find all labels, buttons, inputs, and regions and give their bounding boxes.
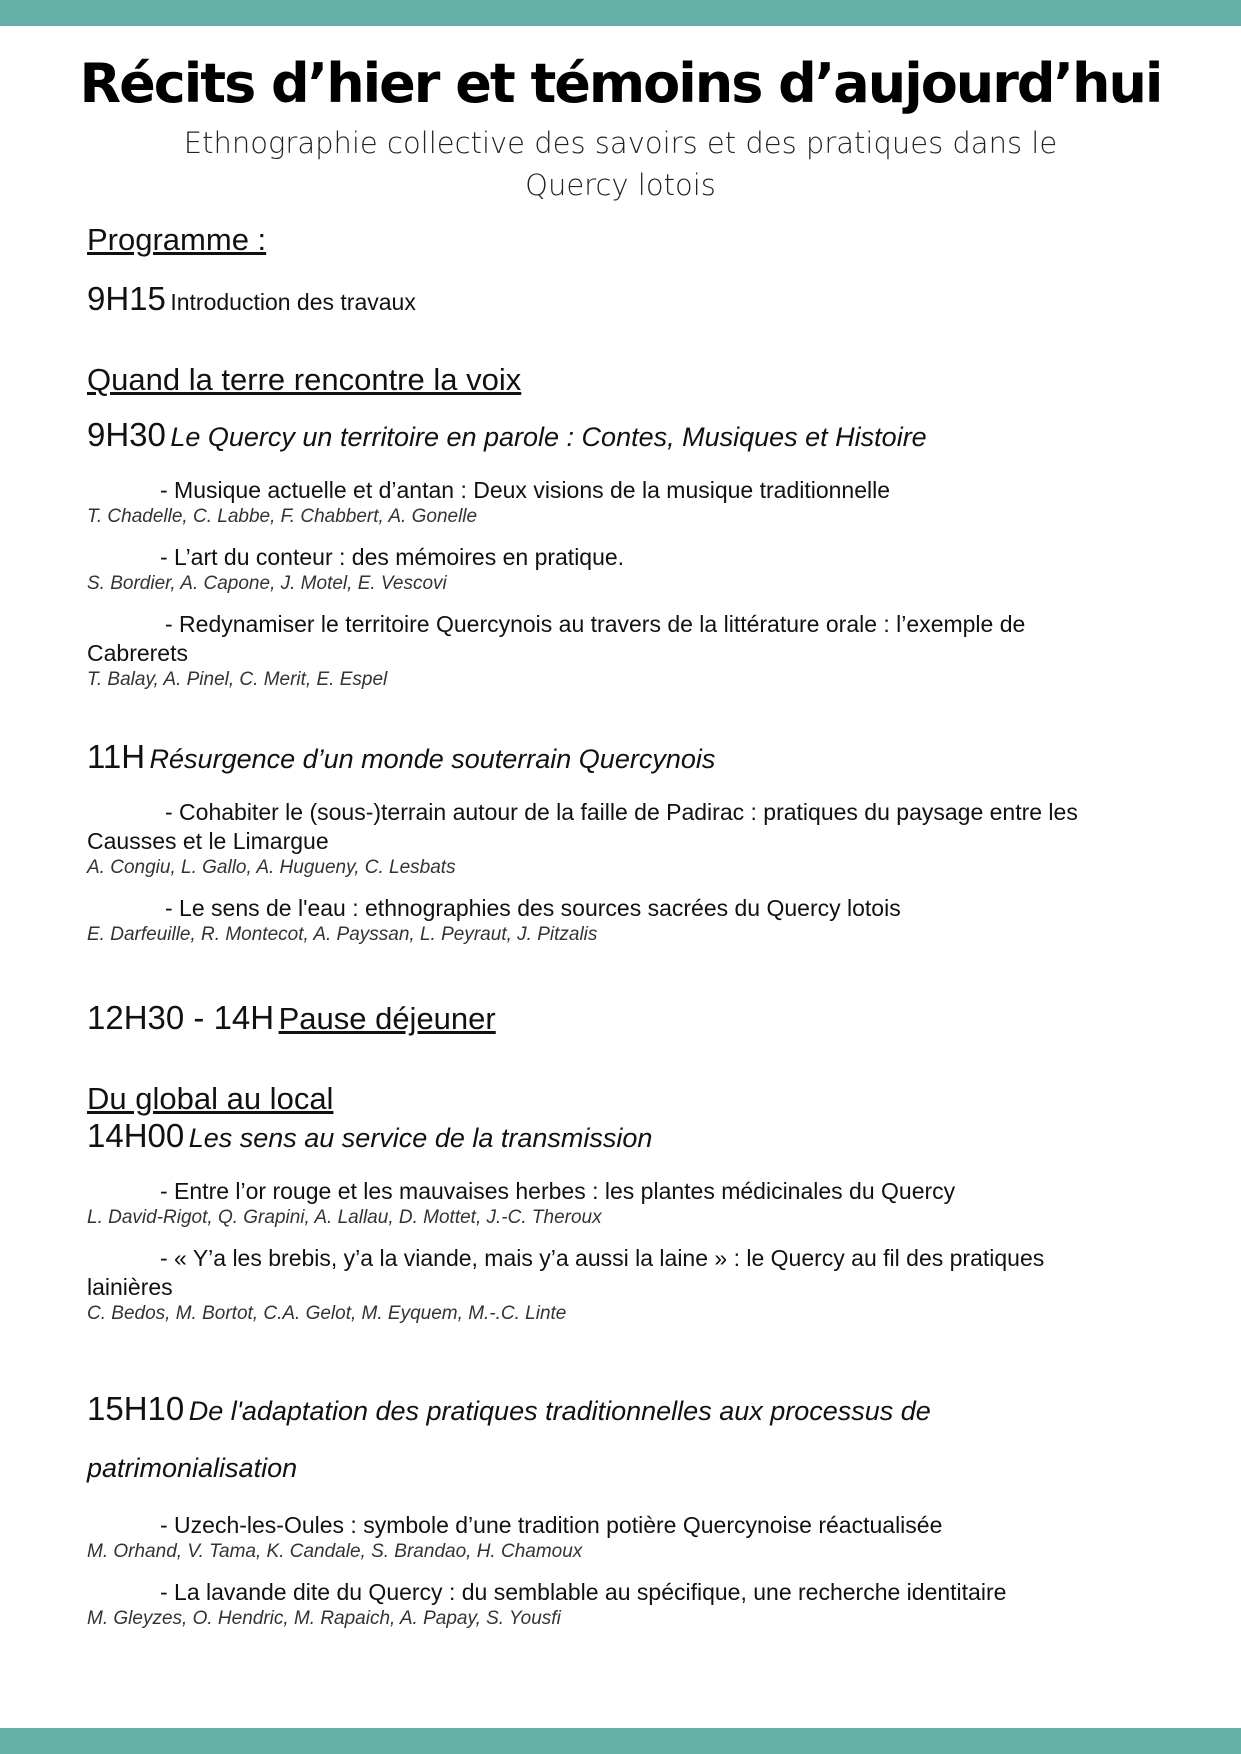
session-title: Les sens au service de la transmission: [188, 1123, 653, 1153]
pause-line: [87, 999, 1167, 1037]
session-3: [87, 1117, 1167, 1155]
talk-title: - L’art du conteur : des mémoires en pratique.: [160, 544, 625, 570]
page-subtitle: Ethnographie collective des savoirs et des pratiques dans le Quercy lotois: [183, 126, 1058, 202]
talk-list: [87, 476, 1167, 692]
session-title: Résurgence d’un monde souterrain Quercynois: [149, 744, 716, 774]
programme-heading: Programme :: [87, 222, 267, 257]
session-4: [87, 1382, 1047, 1499]
talk-item: [87, 476, 1167, 529]
talk-item: [87, 610, 1167, 692]
session-title: Le Quercy un territoire en parole : Contes, Musiques et Histoire: [170, 422, 927, 452]
session-time: 9H30: [87, 416, 166, 453]
talk-authors: T. Chadelle, C. Labbe, F. Chabbert, A. Gonelle: [87, 506, 478, 527]
pause-time: 12H30 - 14H: [87, 999, 275, 1036]
talk-title: - Redynamiser le territoire Quercynois au travers de la littérature orale : l’exemple de Cabrerets: [87, 611, 1026, 666]
programme: [87, 220, 1167, 1631]
section-heading-2: Du global au local: [87, 1081, 334, 1116]
talk-title: - La lavande dite du Quercy : du semblable au spécifique, une recherche identitaire: [160, 1579, 1007, 1605]
talk-item: [87, 798, 1167, 880]
talk-authors: M. Gleyzes, O. Hendric, M. Rapaich, A. Papay, S. Yousfi: [87, 1608, 561, 1629]
talk-item: [87, 894, 1167, 947]
session-time: 14H00: [87, 1117, 185, 1154]
talk-title: - Entre l’or rouge et les mauvaises herbes : les plantes médicinales du Quercy: [160, 1178, 956, 1204]
bottom-accent-bar: [0, 1728, 1241, 1754]
session-2: [87, 738, 1167, 776]
talk-authors: M. Orhand, V. Tama, K. Candale, S. Brandao, H. Chamoux: [87, 1541, 583, 1562]
pause-label: Pause déjeuner: [278, 1001, 496, 1036]
talk-list: [87, 1177, 1167, 1326]
section-heading-1: Quand la terre rencontre la voix: [87, 362, 522, 397]
talk-authors: E. Darfeuille, R. Montecot, A. Payssan, L. Peyraut, J. Pitzalis: [87, 924, 598, 945]
talk-item: [87, 1578, 1167, 1631]
session-title: De l'adaptation des pratiques traditionnelles aux processus de patrimonialisation: [87, 1396, 931, 1483]
talk-list: [87, 798, 1167, 947]
talk-title: - Le sens de l'eau : ethnographies des sources sacrées du Quercy lotois: [165, 895, 901, 921]
page-header: [0, 46, 1241, 206]
page-title: Récits d’hier et témoins d’aujourd’hui: [79, 52, 1162, 115]
talk-item: [87, 543, 1167, 596]
talk-authors: S. Bordier, A. Capone, J. Motel, E. Vescovi: [87, 573, 447, 594]
talk-title: - Cohabiter le (sous-)terrain autour de la faille de Padirac : pratiques du paysage entre les Causses et le Limargue: [87, 799, 1078, 854]
intro-text: Introduction des travaux: [170, 289, 416, 315]
talk-list: [87, 1511, 1167, 1631]
intro-line: [87, 280, 1167, 318]
intro-time: 9H15: [87, 280, 166, 317]
talk-title: - Uzech-les-Oules : symbole d’une tradition potière Quercynoise réactualisée: [160, 1512, 943, 1538]
talk-authors: C. Bedos, M. Bortot, C.A. Gelot, M. Eyquem, M.-.C. Linte: [87, 1303, 567, 1324]
talk-authors: L. David-Rigot, Q. Grapini, A. Lallau, D. Mottet, J.-C. Theroux: [87, 1207, 602, 1228]
talk-title: - « Y’a les brebis, y’a la viande, mais y’a aussi la laine » : le Quercy au fil des pratiques lainières: [87, 1245, 1045, 1300]
talk-item: [87, 1177, 1167, 1230]
talk-title: - Musique actuelle et d’antan : Deux visions de la musique traditionnelle: [160, 477, 891, 503]
session-time: 11H: [87, 738, 146, 775]
session-1: [87, 416, 1167, 454]
session-time: 15H10: [87, 1390, 185, 1427]
top-accent-bar: [0, 0, 1241, 26]
talk-item: [87, 1244, 1167, 1326]
talk-authors: T. Balay, A. Pinel, C. Merit, E. Espel: [87, 669, 388, 690]
talk-item: [87, 1511, 1167, 1564]
talk-authors: A. Congiu, L. Gallo, A. Hugueny, C. Lesbats: [87, 857, 456, 878]
